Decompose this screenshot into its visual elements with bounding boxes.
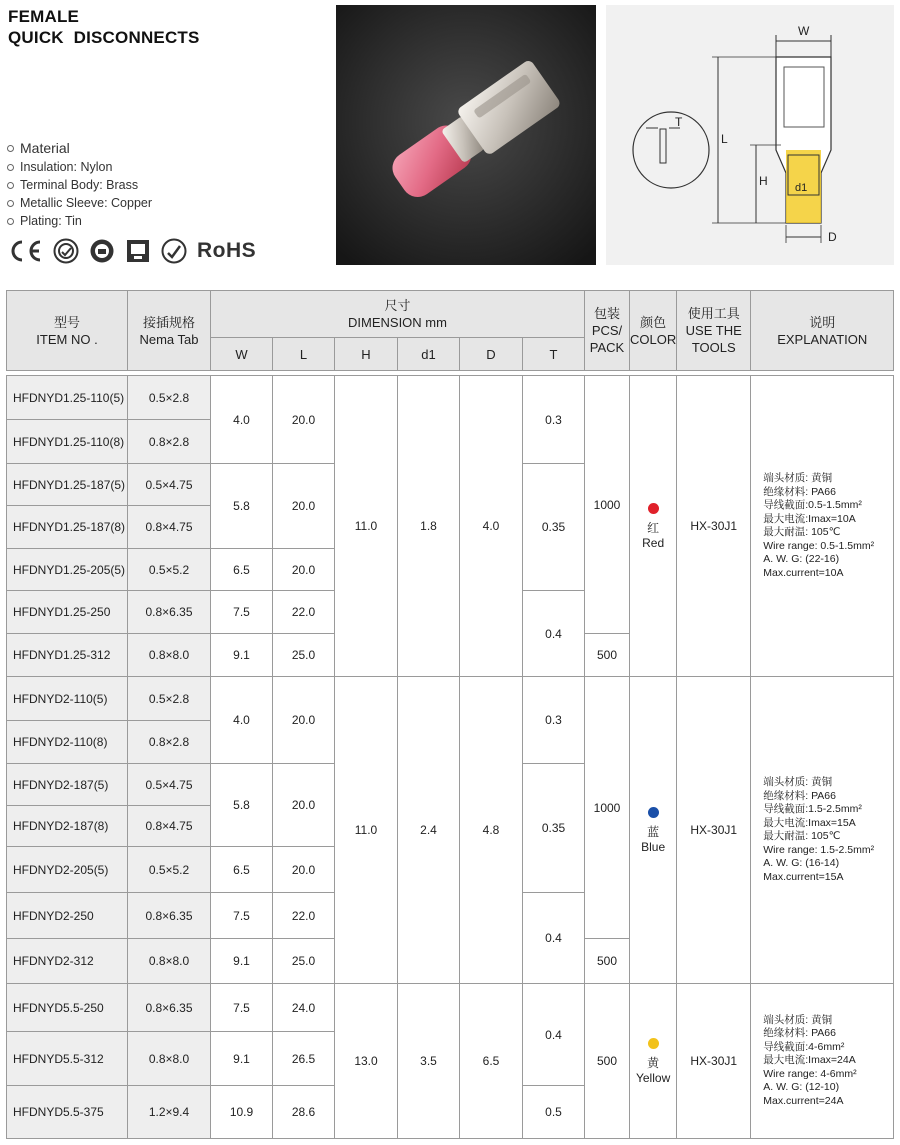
d1-value: 3.5 bbox=[398, 984, 460, 1139]
material-item: Terminal Body: Brass bbox=[7, 176, 152, 194]
color-cn: 黄 bbox=[647, 1055, 660, 1070]
pack-value: 500 bbox=[585, 634, 630, 677]
item-no: HFDNYD2-110(5) bbox=[7, 677, 128, 721]
t-value: 0.35 bbox=[523, 764, 585, 893]
color-cell bbox=[630, 984, 677, 1139]
table-row bbox=[7, 677, 894, 721]
item-no: HFDNYD5.5-250 bbox=[7, 984, 128, 1032]
product-image bbox=[336, 5, 596, 265]
t-value: 0.4 bbox=[523, 893, 585, 984]
w-value: 10.9 bbox=[211, 1086, 273, 1139]
material-heading: Material bbox=[7, 138, 152, 158]
l-value: 25.0 bbox=[273, 634, 335, 677]
nema-tab: 0.5×5.2 bbox=[128, 549, 211, 591]
header-d: D bbox=[460, 338, 523, 371]
l-value: 26.5 bbox=[273, 1032, 335, 1086]
nema-tab: 0.5×5.2 bbox=[128, 847, 211, 893]
t-value: 0.3 bbox=[523, 376, 585, 464]
bullet-icon bbox=[7, 182, 14, 189]
w-value: 5.8 bbox=[211, 764, 273, 847]
t-value: 0.35 bbox=[523, 464, 585, 591]
item-no: HFDNYD1.25-205(5) bbox=[7, 549, 128, 591]
nema-tab: 0.5×2.8 bbox=[128, 376, 211, 420]
l-value: 20.0 bbox=[273, 847, 335, 893]
color-en: Blue bbox=[641, 839, 666, 854]
header-w: W bbox=[211, 338, 273, 371]
w-value: 7.5 bbox=[211, 984, 273, 1032]
item-no: HFDNYD1.25-312 bbox=[7, 634, 128, 677]
d-value: 4.8 bbox=[460, 677, 523, 984]
label-h: H bbox=[759, 174, 768, 188]
w-value: 5.8 bbox=[211, 464, 273, 549]
d1-value: 2.4 bbox=[398, 677, 460, 984]
pack-value: 500 bbox=[585, 984, 630, 1139]
w-value: 6.5 bbox=[211, 847, 273, 893]
header-color: 颜色 COLOR bbox=[630, 291, 677, 371]
item-no: HFDNYD1.25-187(5) bbox=[7, 464, 128, 506]
nema-tab: 0.8×6.35 bbox=[128, 591, 211, 634]
l-value: 22.0 bbox=[273, 893, 335, 939]
sgs-icon bbox=[161, 238, 187, 264]
item-no: HFDNYD2-312 bbox=[7, 939, 128, 984]
explanation: 端头材质: 黄铜 绝缘材料: PA66 导线截面:1.5-2.5mm² 最大电流:Imax=15A 最大耐温: 105℃ Wire range: 1.5-2.5mm² A. W. G: (16-14) Max.current=15A bbox=[751, 677, 894, 984]
header-dimension: 尺寸 DIMENSION mm bbox=[211, 291, 585, 338]
technical-drawing bbox=[606, 5, 894, 265]
label-l: L bbox=[721, 132, 728, 146]
page-title bbox=[8, 6, 200, 48]
nema-tab: 0.8×2.8 bbox=[128, 420, 211, 464]
t-value: 0.5 bbox=[523, 1086, 585, 1139]
nema-tab: 0.8×8.0 bbox=[128, 634, 211, 677]
item-no: HFDNYD5.5-312 bbox=[7, 1032, 128, 1086]
l-value: 20.0 bbox=[273, 764, 335, 847]
nema-tab: 0.8×6.35 bbox=[128, 893, 211, 939]
header-h: H bbox=[335, 338, 398, 371]
ccc-icon bbox=[53, 238, 79, 264]
nema-tab: 0.5×4.75 bbox=[128, 764, 211, 806]
title-line-1: FEMALE bbox=[8, 7, 80, 26]
color-cell bbox=[630, 376, 677, 677]
item-no: HFDNYD2-187(8) bbox=[7, 806, 128, 847]
t-value: 0.3 bbox=[523, 677, 585, 764]
item-no: HFDNYD1.25-250 bbox=[7, 591, 128, 634]
cqc-icon bbox=[125, 238, 151, 264]
material-item: Insulation: Nylon bbox=[7, 158, 152, 176]
nema-tab: 0.8×8.0 bbox=[128, 939, 211, 984]
pack-value: 500 bbox=[585, 939, 630, 984]
nema-tab: 0.8×4.75 bbox=[128, 506, 211, 549]
header-tool: 使用工具 USE THE TOOLS bbox=[677, 291, 751, 371]
header-l: L bbox=[273, 338, 335, 371]
color-cn: 蓝 bbox=[647, 824, 660, 839]
explanation: 端头材质: 黄铜 绝缘材料: PA66 导线截面:4-6mm² 最大电流:Imax=24A Wire range: 4-6mm² A. W. G: (12-10) Max.current=24A bbox=[751, 984, 894, 1139]
w-value: 9.1 bbox=[211, 1032, 273, 1086]
table-row bbox=[7, 376, 894, 420]
l-value: 20.0 bbox=[273, 376, 335, 464]
bullet-icon bbox=[7, 145, 14, 152]
table-row bbox=[7, 984, 894, 1032]
w-value: 4.0 bbox=[211, 376, 273, 464]
d-value: 6.5 bbox=[460, 984, 523, 1139]
item-no: HFDNYD2-205(5) bbox=[7, 847, 128, 893]
header-d1: d1 bbox=[398, 338, 460, 371]
certification-marks bbox=[7, 236, 256, 266]
l-value: 20.0 bbox=[273, 677, 335, 764]
color-cn: 红 bbox=[647, 520, 660, 535]
w-value: 4.0 bbox=[211, 677, 273, 764]
h-value: 11.0 bbox=[335, 376, 398, 677]
quality-cert-icon bbox=[89, 238, 115, 264]
w-value: 7.5 bbox=[211, 591, 273, 634]
explanation: 端头材质: 黄铜 绝缘材料: PA66 导线截面:0.5-1.5mm² 最大电流:Imax=10A 最大耐温: 105℃ Wire range: 0.5-1.5mm² A. W. G: (22-16) Max.current=10A bbox=[751, 376, 894, 677]
item-no: HFDNYD1.25-110(8) bbox=[7, 420, 128, 464]
item-no: HFDNYD2-110(8) bbox=[7, 721, 128, 764]
product-photo bbox=[336, 5, 596, 265]
bullet-icon bbox=[7, 164, 14, 171]
l-value: 20.0 bbox=[273, 464, 335, 549]
h-value: 13.0 bbox=[335, 984, 398, 1139]
nema-tab: 0.5×2.8 bbox=[128, 677, 211, 721]
spec-table bbox=[6, 290, 894, 1139]
color-cell bbox=[630, 677, 677, 984]
color-dot-icon bbox=[648, 1038, 659, 1049]
header-nema: 接插规格 Nema Tab bbox=[128, 291, 211, 371]
nema-tab: 0.8×2.8 bbox=[128, 721, 211, 764]
nema-tab: 0.8×6.35 bbox=[128, 984, 211, 1032]
t-value: 0.4 bbox=[523, 984, 585, 1086]
material-item: Plating: Tin bbox=[7, 212, 152, 230]
title-line-2: QUICK DISCONNECTS bbox=[8, 28, 200, 47]
material-list bbox=[7, 138, 152, 230]
w-value: 9.1 bbox=[211, 634, 273, 677]
l-value: 20.0 bbox=[273, 549, 335, 591]
l-value: 22.0 bbox=[273, 591, 335, 634]
nema-tab: 0.8×4.75 bbox=[128, 806, 211, 847]
label-d1: d1 bbox=[795, 182, 808, 194]
color-en: Yellow bbox=[635, 1070, 671, 1085]
ce-mark-icon bbox=[7, 239, 43, 263]
w-value: 9.1 bbox=[211, 939, 273, 984]
pack-value: 1000 bbox=[585, 376, 630, 634]
material-item: Metallic Sleeve: Copper bbox=[7, 194, 152, 212]
l-value: 28.6 bbox=[273, 1086, 335, 1139]
t-value: 0.4 bbox=[523, 591, 585, 677]
dimension-drawing bbox=[606, 5, 894, 265]
label-t: T bbox=[675, 115, 683, 129]
label-w: W bbox=[798, 24, 810, 38]
h-value: 11.0 bbox=[335, 677, 398, 984]
l-value: 25.0 bbox=[273, 939, 335, 984]
bullet-icon bbox=[7, 200, 14, 207]
item-no: HFDNYD5.5-375 bbox=[7, 1086, 128, 1139]
pack-value: 1000 bbox=[585, 677, 630, 939]
header-pack: 包装 PCS/ PACK bbox=[585, 291, 630, 371]
tool-value: HX-30J1 bbox=[677, 984, 751, 1139]
bullet-icon bbox=[7, 218, 14, 225]
color-dot-icon bbox=[648, 503, 659, 514]
w-value: 7.5 bbox=[211, 893, 273, 939]
nema-tab: 0.8×8.0 bbox=[128, 1032, 211, 1086]
color-en: Red bbox=[642, 535, 665, 550]
tool-value: HX-30J1 bbox=[677, 677, 751, 984]
header-item: 型号 ITEM NO . bbox=[7, 291, 128, 371]
color-dot-icon bbox=[648, 807, 659, 818]
item-no: HFDNYD2-250 bbox=[7, 893, 128, 939]
tool-value: HX-30J1 bbox=[677, 376, 751, 677]
item-no: HFDNYD1.25-187(8) bbox=[7, 506, 128, 549]
d-value: 4.0 bbox=[460, 376, 523, 677]
header-explanation: 说明 EXPLANATION bbox=[751, 291, 894, 371]
nema-tab: 0.5×4.75 bbox=[128, 464, 211, 506]
rohs-mark: RoHS bbox=[197, 239, 257, 262]
header-t: T bbox=[523, 338, 585, 371]
item-no: HFDNYD1.25-110(5) bbox=[7, 376, 128, 420]
d1-value: 1.8 bbox=[398, 376, 460, 677]
w-value: 6.5 bbox=[211, 549, 273, 591]
label-d: D bbox=[828, 230, 837, 244]
nema-tab: 1.2×9.4 bbox=[128, 1086, 211, 1139]
item-no: HFDNYD2-187(5) bbox=[7, 764, 128, 806]
l-value: 24.0 bbox=[273, 984, 335, 1032]
